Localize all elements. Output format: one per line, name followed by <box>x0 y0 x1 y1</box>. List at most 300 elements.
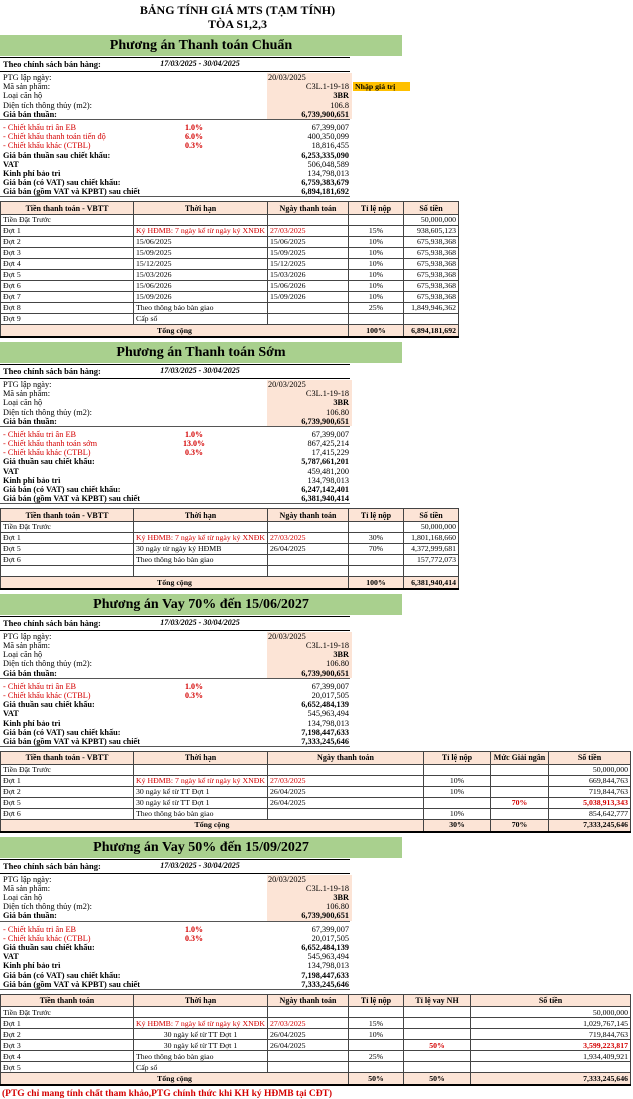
info-row <box>0 417 350 427</box>
title-line-2: TÒA S1,2,3 <box>207 17 267 31</box>
info-label: Diện tích thông thủy (m2): <box>3 100 92 110</box>
table-cell: 15/12/2025 <box>134 258 268 269</box>
column-header: Ngày thanh toán <box>268 752 424 765</box>
info-row <box>0 737 350 747</box>
table-cell: 30 ngày kể từ TT Đợt 1 <box>134 1029 268 1040</box>
info-value: 134,798,013 <box>307 168 349 178</box>
info-value: 20,017,505 <box>311 933 349 943</box>
info-row <box>0 700 350 709</box>
table-cell: Tiền Đặt Trước <box>1 521 134 532</box>
table-cell: 70% <box>349 543 404 554</box>
info-value: 545,963,494 <box>307 709 349 719</box>
table-cell: Đợt 2 <box>1 1029 134 1040</box>
info-row <box>0 398 350 407</box>
table-cell: 50,000,000 <box>549 764 631 775</box>
info-value: 20/03/2025 <box>268 874 306 884</box>
table-cell: 3,599,223,817 <box>471 1040 631 1051</box>
table-row <box>1 532 459 543</box>
policy-row <box>0 616 350 631</box>
policy-value: 17/03/2025 - 30/04/2025 <box>160 860 240 870</box>
info-row <box>0 902 350 911</box>
table-cell: 15/06/2026 <box>134 280 268 291</box>
payment-schedule-table <box>0 508 459 590</box>
info-label: - Chiết khấu tri ân EB <box>3 924 77 934</box>
table-cell <box>134 521 268 532</box>
total-value: 6,894,181,692 <box>404 324 459 337</box>
table-cell: Đợt 5 <box>1 797 134 808</box>
info-value: 20/03/2025 <box>268 73 306 82</box>
table-cell: 10% <box>424 786 491 797</box>
info-row <box>0 141 350 150</box>
policy-row <box>0 364 350 379</box>
info-row <box>0 911 350 921</box>
info-label: Giá bán thuần sau chiết khấu: <box>3 150 111 160</box>
info-row <box>0 682 350 691</box>
table-cell: Đợt 7 <box>1 291 134 302</box>
total-row <box>1 576 459 589</box>
table-row <box>1 786 631 797</box>
table-cell: 15/06/2025 <box>268 236 349 247</box>
table-cell: 26/04/2025 <box>268 1040 349 1051</box>
table-cell: 157,772,073 <box>404 554 459 565</box>
info-row <box>0 893 350 902</box>
policy-label: Theo chính sách bán hàng: <box>3 365 101 376</box>
info-label: Giá bán (có VAT) sau chiết khấu: <box>3 727 121 737</box>
info-label: - Chiết khấu tri ân EB <box>3 681 77 691</box>
info-value: 20,017,505 <box>311 691 349 700</box>
info-row <box>0 884 350 893</box>
info-value: 3BR <box>333 893 349 902</box>
table-row <box>1 247 459 258</box>
table-cell: 5,038,913,343 <box>549 797 631 808</box>
total-label: Tổng cộng <box>1 819 424 832</box>
info-label: Giá bán (gồm VAT và KPBT) sau chiết <box>3 979 140 989</box>
table-cell: 15/03/2026 <box>134 269 268 280</box>
table-cell <box>268 302 349 313</box>
table-cell: 26/04/2025 <box>268 1029 349 1040</box>
table-cell: Theo thông báo bàn giao <box>134 808 268 819</box>
info-value: 106.80 <box>326 407 349 417</box>
info-row <box>0 925 350 934</box>
info-row <box>0 408 350 417</box>
table-row <box>1 258 459 269</box>
info-value: 6,652,484,139 <box>301 700 349 710</box>
table-row <box>1 280 459 291</box>
column-header: Thời hạn <box>134 202 268 215</box>
info-value: 67,399,007 <box>311 122 349 132</box>
info-block <box>0 874 350 990</box>
info-value: 6,739,900,651 <box>301 109 349 119</box>
info-label: Kinh phí bảo trì <box>3 168 61 178</box>
table-cell: Ký HĐMB: 7 ngày kể từ ngày ký XNĐK <box>134 532 268 543</box>
table-cell <box>424 764 491 775</box>
info-row <box>0 971 350 980</box>
table-cell: Đợt 2 <box>1 236 134 247</box>
info-value: 7,333,245,646 <box>301 979 349 989</box>
table-cell: 50,000,000 <box>404 214 459 225</box>
table-cell <box>268 565 349 576</box>
table-cell: 27/03/2025 <box>268 775 424 786</box>
table-cell: 675,938,368 <box>404 291 459 302</box>
table-row <box>1 764 631 775</box>
table-cell: 1,849,946,362 <box>404 302 459 313</box>
total-value: 7,333,245,646 <box>549 819 631 832</box>
table-cell: Đợt 5 <box>1 269 134 280</box>
table-cell <box>491 808 549 819</box>
total-row <box>1 819 631 832</box>
info-row <box>0 659 350 668</box>
info-row <box>0 709 350 718</box>
table-cell: Đợt 6 <box>1 280 134 291</box>
total-label: Tổng cộng <box>1 576 349 589</box>
table-cell: 10% <box>349 247 404 258</box>
table-cell: 15/09/2025 <box>268 247 349 258</box>
info-label: - Chiết khấu khác (CTBL) <box>3 448 91 458</box>
table-cell <box>134 565 268 576</box>
table-cell <box>424 797 491 808</box>
policy-label: Theo chính sách bán hàng: <box>3 617 101 628</box>
info-label: Mã sản phẩm: <box>3 82 51 92</box>
info-value: 67,399,007 <box>311 924 349 934</box>
info-value: C3L.1-19-18 <box>305 82 349 92</box>
header-row <box>1 994 631 1007</box>
table-cell: 854,642,777 <box>549 808 631 819</box>
table-cell <box>491 775 549 786</box>
table-cell: 10% <box>349 291 404 302</box>
table-cell: 4,372,999,681 <box>404 543 459 554</box>
table-row <box>1 775 631 786</box>
info-row <box>0 719 350 728</box>
table-row <box>1 269 459 280</box>
info-value: C3L.1-19-18 <box>305 389 349 399</box>
info-row <box>0 632 350 641</box>
table-cell: Đợt 8 <box>1 302 134 313</box>
table-cell <box>268 764 424 775</box>
policy-label: Theo chính sách bán hàng: <box>3 860 101 871</box>
info-value: 3BR <box>333 650 349 660</box>
column-header: Thời hạn <box>134 752 268 765</box>
info-label: Mã sản phẩm: <box>3 389 51 399</box>
policy-value: 17/03/2025 - 30/04/2025 <box>160 617 240 627</box>
info-value: 17,415,229 <box>311 448 349 458</box>
input-value-cell[interactable]: Nhập giá trị <box>353 82 410 91</box>
table-cell <box>349 214 404 225</box>
info-row <box>0 430 350 439</box>
column-header: Số tiền <box>404 202 459 215</box>
info-label: - Chiết khấu tri ân EB <box>3 122 77 132</box>
discount-percent: 1.0% <box>185 429 203 439</box>
discount-percent: 0.3% <box>185 691 203 700</box>
table-cell <box>349 554 404 565</box>
section-banner: Phương án Vay 50% đến 15/09/2027 <box>0 837 402 858</box>
table-cell: 15/12/2025 <box>268 258 349 269</box>
info-row <box>0 448 350 457</box>
info-label: Giá thuần sau chiết khấu: <box>3 942 95 952</box>
info-value: 3BR <box>333 398 349 408</box>
payment-schedule-table <box>0 201 459 338</box>
info-value: C3L.1-19-18 <box>305 641 349 651</box>
info-label: VAT <box>3 952 19 962</box>
info-label: Giá bán (gồm VAT và KPBT) sau chiết <box>3 187 140 197</box>
table-cell: 15/06/2026 <box>268 280 349 291</box>
info-label: Loại căn hộ <box>3 398 43 408</box>
payment-plan-section <box>0 342 633 590</box>
table-cell <box>471 1062 631 1073</box>
table-cell: 10% <box>424 775 491 786</box>
table-row <box>1 565 459 576</box>
table-cell <box>268 214 349 225</box>
info-label: Kinh phí bảo trì <box>3 961 61 971</box>
table-cell: Tiền Đặt Trước <box>1 214 134 225</box>
table-cell: 10% <box>349 236 404 247</box>
table-cell: Đợt 2 <box>1 786 134 797</box>
column-header: Tỉ lệ nộp <box>349 202 404 215</box>
table-cell: 30 ngày kể từ TT Đợt 1 <box>134 797 268 808</box>
title-line-1: BẢNG TÍNH GIÁ MTS (TẠM TÍNH) <box>139 3 336 17</box>
table-cell: 719,844,763 <box>549 786 631 797</box>
table-cell <box>134 214 268 225</box>
table-cell <box>349 565 404 576</box>
info-label: Giá bán thuần: <box>3 668 57 678</box>
info-row <box>0 728 350 737</box>
table-cell: 30 ngày từ ngày ký HĐMB <box>134 543 268 554</box>
table-cell: Đợt 1 <box>1 225 134 236</box>
info-value: 7,333,245,646 <box>301 736 349 746</box>
table-cell: 15% <box>349 225 404 236</box>
table-cell: 30% <box>349 532 404 543</box>
table-cell: 25% <box>349 1051 404 1062</box>
table-cell <box>404 1007 471 1018</box>
table-cell: 27/03/2025 <box>268 225 349 236</box>
info-value: 20/03/2025 <box>268 631 306 641</box>
header-row <box>1 202 459 215</box>
discount-percent: 0.3% <box>185 448 203 458</box>
table-cell: 10% <box>349 269 404 280</box>
info-row <box>0 691 350 700</box>
table-row <box>1 543 459 554</box>
info-row <box>0 151 350 160</box>
info-value: 134,798,013 <box>307 961 349 971</box>
info-value: 67,399,007 <box>311 429 349 439</box>
column-header: Tỉ lệ nộp <box>349 994 404 1007</box>
section-banner: Phương án Thanh toán Chuẩn <box>0 35 402 56</box>
total-value: 50% <box>404 1073 471 1086</box>
table-cell <box>404 1029 471 1040</box>
info-row <box>0 650 350 659</box>
info-row <box>0 952 350 961</box>
table-cell: Ký HĐMB: 7 ngày kể từ ngày ký XNĐK <box>134 225 268 236</box>
column-header: Tiền thanh toán - VBTT <box>1 202 134 215</box>
info-value: 867,425,214 <box>307 439 349 449</box>
info-row <box>0 476 350 485</box>
table-row <box>1 225 459 236</box>
table-cell: Đợt 5 <box>1 543 134 554</box>
info-label: Giá bán thuần: <box>3 416 57 426</box>
table-cell: 669,844,763 <box>549 775 631 786</box>
info-value: 6,381,940,414 <box>301 494 349 504</box>
info-row <box>0 169 350 178</box>
table-cell: Đợt 5 <box>1 1062 134 1073</box>
table-cell <box>268 521 349 532</box>
table-row <box>1 1040 631 1051</box>
info-label: - Chiết khấu thanh toán sớm <box>3 439 98 449</box>
info-value: 6,652,484,139 <box>301 942 349 952</box>
info-block <box>0 72 396 197</box>
column-header: Tỉ lệ nộp <box>424 752 491 765</box>
info-row <box>0 132 350 141</box>
policy-row <box>0 859 350 874</box>
table-cell: 10% <box>349 280 404 291</box>
info-label: - Chiết khấu tri ân EB <box>3 429 77 439</box>
info-row <box>0 980 350 990</box>
payment-plan-section <box>0 594 633 833</box>
info-row <box>0 178 350 187</box>
table-cell <box>268 808 424 819</box>
table-cell: Ký HĐMB: 7 ngày kể từ ngày ký XNĐK <box>134 1018 268 1029</box>
info-value: 6,739,900,651 <box>301 416 349 426</box>
table-cell: Theo thông báo bàn giao <box>134 302 268 313</box>
info-label: PTG lập ngày: <box>3 379 52 389</box>
table-cell: 15/09/2026 <box>268 291 349 302</box>
table-row <box>1 214 459 225</box>
info-label: - Chiết khấu thanh toán tiến độ <box>3 132 106 142</box>
total-value: 30% <box>424 819 491 832</box>
info-label: Diện tích thông thủy (m2): <box>3 902 92 912</box>
policy-value: 17/03/2025 - 30/04/2025 <box>160 59 240 68</box>
table-cell: 10% <box>349 1029 404 1040</box>
table-cell: 675,938,368 <box>404 269 459 280</box>
info-value: 6,739,900,651 <box>301 668 349 678</box>
table-row <box>1 808 631 819</box>
table-cell <box>491 764 549 775</box>
table-cell <box>349 1007 404 1018</box>
info-label: Giá thuần sau chiết khấu: <box>3 457 95 467</box>
policy-row <box>0 57 350 72</box>
discount-percent: 0.3% <box>185 141 203 151</box>
table-cell: 26/04/2025 <box>268 786 424 797</box>
payment-plan-section <box>0 837 633 1087</box>
payment-schedule-table <box>0 994 631 1087</box>
column-header: Tỉ lệ nộp <box>349 509 404 522</box>
sections-root <box>0 35 633 1086</box>
table-cell: 26/04/2025 <box>268 543 349 554</box>
discount-percent: 6.0% <box>185 132 203 142</box>
info-label: - Chiết khấu khác (CTBL) <box>3 933 91 943</box>
info-label: Giá bán (gồm VAT và KPBT) sau chiết <box>3 736 140 746</box>
section-banner: Phương án Thanh toán Sớm <box>0 342 402 363</box>
info-value: 7,198,447,633 <box>301 970 349 980</box>
table-cell: 26/04/2025 <box>268 797 424 808</box>
discount-percent: 1.0% <box>185 681 203 691</box>
table-cell: Theo thông báo bàn giao <box>134 554 268 565</box>
table-row <box>1 521 459 532</box>
table-cell: 15/03/2026 <box>268 269 349 280</box>
total-value: 6,381,940,414 <box>404 576 459 589</box>
total-label: Tổng cộng <box>1 324 349 337</box>
total-value: 100% <box>349 576 404 589</box>
table-cell <box>268 1062 349 1073</box>
payment-plan-section <box>0 35 633 338</box>
table-row <box>1 1029 631 1040</box>
column-header: Ngày thanh toán <box>268 994 349 1007</box>
column-header: Tiền thanh toán - VBTT <box>1 752 134 765</box>
header-row <box>1 509 459 522</box>
table-cell <box>268 313 349 324</box>
table-row <box>1 554 459 565</box>
table-cell: 675,938,368 <box>404 247 459 258</box>
info-row <box>0 91 350 100</box>
info-label: Giá bán (có VAT) sau chiết khấu: <box>3 970 121 980</box>
info-row <box>0 101 350 110</box>
policy-value: 17/03/2025 - 30/04/2025 <box>160 365 240 375</box>
info-label: Kinh phí bảo trì <box>3 475 61 485</box>
table-row <box>1 313 459 324</box>
info-value: 6,247,142,401 <box>301 485 349 494</box>
info-row <box>0 457 350 466</box>
info-value: 18,816,455 <box>311 141 349 151</box>
info-value: 3BR <box>333 91 349 101</box>
table-cell <box>404 565 459 576</box>
column-header: Mức Giải ngân <box>491 752 549 765</box>
info-row <box>0 160 350 169</box>
column-header: Tiền thanh toán <box>1 994 134 1007</box>
info-value: 6,739,900,651 <box>301 911 349 921</box>
table-cell: Đợt 1 <box>1 1018 134 1029</box>
table-cell <box>404 1051 471 1062</box>
table-cell: Đợt 4 <box>1 1051 134 1062</box>
info-value: 6,894,181,692 <box>301 187 349 197</box>
header-row <box>1 752 631 765</box>
table-cell: Cấp sổ <box>134 313 268 324</box>
total-value: 70% <box>491 819 549 832</box>
info-value: 67,399,007 <box>311 681 349 691</box>
info-value: C3L.1-19-18 <box>305 883 349 893</box>
info-row <box>0 961 350 970</box>
info-block <box>0 631 350 747</box>
policy-label: Theo chính sách bán hàng: <box>3 59 101 69</box>
info-row <box>0 82 396 92</box>
info-row <box>0 123 350 132</box>
table-row <box>1 1051 631 1062</box>
table-cell <box>349 313 404 324</box>
info-row <box>0 641 350 650</box>
table-cell: 675,938,368 <box>404 258 459 269</box>
info-label: PTG lập ngày: <box>3 631 52 641</box>
discount-percent: 1.0% <box>185 924 203 934</box>
table-cell <box>349 1062 404 1073</box>
info-value: 134,798,013 <box>307 475 349 485</box>
info-label: Mã sản phẩm: <box>3 641 51 651</box>
column-header: Tiền thanh toán - VBTT <box>1 509 134 522</box>
table-cell <box>268 1051 349 1062</box>
column-header: Số tiền <box>549 752 631 765</box>
table-cell <box>1 565 134 576</box>
table-cell <box>349 1040 404 1051</box>
info-row <box>0 485 350 494</box>
column-header: Ngày thanh toán <box>268 509 349 522</box>
table-row <box>1 1062 631 1073</box>
info-label: Giá bán (có VAT) sau chiết khấu: <box>3 178 121 188</box>
info-label: PTG lập ngày: <box>3 73 52 82</box>
total-value: 50% <box>349 1073 404 1086</box>
column-header: Ngày thanh toán <box>268 202 349 215</box>
info-row <box>0 934 350 943</box>
info-row <box>0 110 350 120</box>
table-cell: 10% <box>349 258 404 269</box>
info-value: 6,253,335,090 <box>301 150 349 160</box>
info-value: 506,048,589 <box>307 159 349 169</box>
table-cell: 10% <box>424 808 491 819</box>
